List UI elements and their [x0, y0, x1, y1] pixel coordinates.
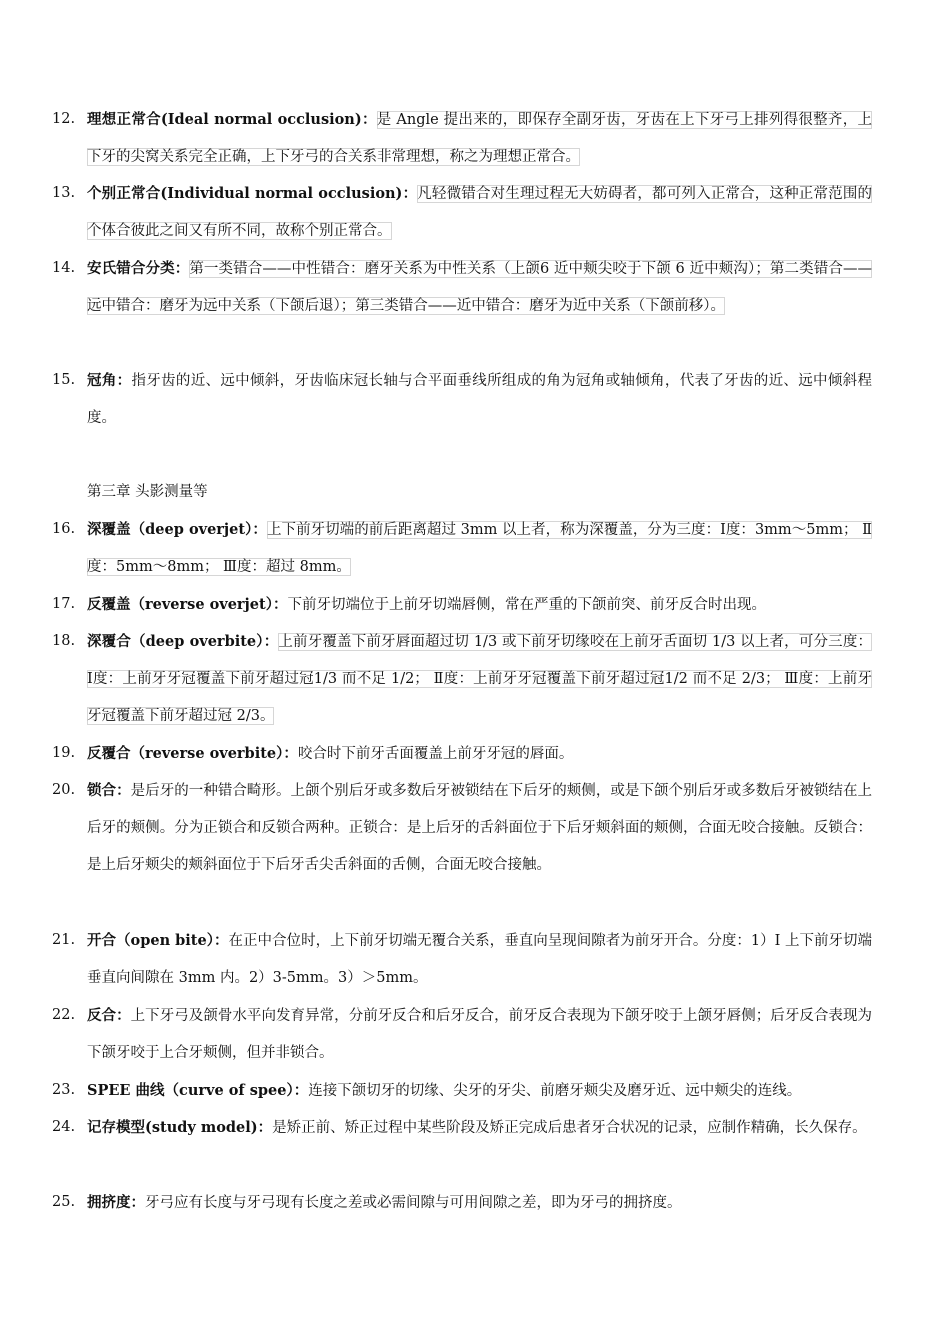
item-text: 下前牙切端位于上前牙切端唇侧，常在严重的下颌前突、前牙反合时出现。	[287, 597, 766, 613]
item-term: 反覆合（reverse overbite）：	[87, 745, 298, 762]
item-text: 是矫正前、矫正过程中某些阶段及矫正完成后患者牙合状况的记录，应制作精确，长久保存。	[272, 1120, 867, 1136]
item-body	[87, 623, 872, 735]
definition-item	[52, 101, 872, 176]
item-term: 深覆盖（deep overjet）：	[87, 521, 267, 538]
item-body	[87, 586, 872, 624]
item-term: 个别正常合(Individual normal occlusion)：	[87, 185, 418, 202]
item-number: 20.	[52, 782, 76, 798]
item-number: 14.	[52, 260, 76, 276]
item-term: 拥挤度：	[87, 1194, 145, 1211]
item-number: 24.	[52, 1119, 76, 1135]
item-body	[87, 772, 872, 884]
item-term: 反合：	[87, 1007, 131, 1024]
item-text: 连接下颌切牙的切缘、尖牙的牙尖、前磨牙颊尖及磨牙近、远中颊尖的连线。	[308, 1083, 802, 1099]
item-number: 13.	[52, 185, 76, 201]
definition-item	[52, 586, 872, 624]
item-number: 22.	[52, 1007, 76, 1023]
item-body	[87, 1184, 872, 1222]
definition-item	[52, 772, 872, 884]
definition-item	[52, 1184, 872, 1222]
item-term: 开合（open bite）：	[87, 932, 229, 949]
item-body	[87, 101, 872, 176]
item-body	[87, 362, 872, 437]
definition-item	[52, 250, 872, 325]
item-number: 23.	[52, 1082, 76, 1098]
item-body	[87, 175, 872, 250]
definition-item	[52, 922, 872, 997]
definition-item	[52, 362, 872, 437]
item-number: 21.	[52, 932, 76, 948]
definition-item	[52, 1109, 872, 1147]
definition-item	[52, 623, 872, 735]
item-term: 锁合：	[87, 782, 131, 799]
definition-item	[52, 511, 872, 586]
item-body	[87, 1072, 872, 1110]
item-number: 19.	[52, 745, 76, 761]
item-number: 18.	[52, 633, 76, 649]
definition-item	[52, 175, 872, 250]
item-text: 咬合时下前牙舌面覆盖上前牙牙冠的唇面。	[297, 746, 574, 762]
item-text: 上前牙覆盖下前牙唇面超过切 1/3 或下前牙切缘咬在上前牙舌面切 1/3 以上者，可分三度： Ⅰ度：上前牙牙冠覆盖下前牙超过冠1/3 而不足 1/2； Ⅱ度：上前牙牙冠覆盖下前牙超过冠1/2 而不足 2/3； Ⅲ度：上前牙牙冠覆盖下前牙超过冠 2/3。	[87, 634, 872, 724]
item-term: 理想正常合(Ideal normal occlusion)：	[87, 111, 377, 128]
item-text: 牙弓应有长度与牙弓现有长度之差或必需间隙与可用间隙之差，即为牙弓的拥挤度。	[145, 1195, 682, 1211]
definition-item	[52, 1072, 872, 1110]
item-text: 在正中合位时，上下前牙切端无覆合关系，垂直向呈现间隙者为前牙开合。分度：1）I 上下前牙切端垂直向间隙在 3mm 内。2）3-5mm。3）＞5mm。	[87, 933, 872, 986]
item-body	[87, 735, 872, 773]
item-text: 上下前牙切端的前后距离超过 3mm 以上者，称为深覆盖，分为三度：Ⅰ度：3mm～5mm； Ⅱ度：5mm～8mm； Ⅲ度：超过 8mm。	[87, 522, 872, 575]
item-number: 17.	[52, 596, 76, 612]
definition-item	[52, 735, 872, 773]
item-term: 安氏错合分类：	[87, 260, 190, 277]
item-body	[87, 1109, 872, 1147]
item-text: 是后牙的一种错合畸形。上颌个别后牙或多数后牙被锁结在下后牙的颊侧，或是下颌个别后牙或多数后牙被锁结在上后牙的颊侧。分为正锁合和反锁合两种。正锁合：是上后牙的舌斜面位于下后牙颊斜面的颊侧，合面无咬合接触。反锁合：是上后牙颊尖的颊斜面位于下后牙舌尖舌斜面的舌侧，合面无咬合接触。	[87, 783, 873, 873]
item-text: 是 Angle 提出来的，即保存全副牙齿，牙齿在上下牙弓上排列得很整齐，上下牙的尖窝关系完全正确，上下牙弓的合关系非常理想，称之为理想正常合。	[87, 112, 872, 165]
item-term: 冠角：	[87, 372, 132, 389]
item-body	[87, 511, 872, 586]
item-number: 25.	[52, 1194, 76, 1210]
item-term: 记存模型(study model)：	[87, 1119, 273, 1136]
item-body	[87, 250, 872, 325]
item-text: 凡轻微错合对生理过程无大妨碍者，都可列入正常合，这种正常范围的个体合彼此之间又有所不同，故称个别正常合。	[87, 186, 872, 239]
definition-item	[52, 997, 872, 1072]
item-number: 15.	[52, 372, 76, 388]
item-body	[87, 997, 872, 1072]
item-body	[87, 922, 872, 997]
item-text: 指牙齿的近、远中倾斜，牙齿临床冠长轴与合平面垂线所组成的角为冠角或轴倾角，代表了牙齿的近、远中倾斜程度。	[87, 373, 872, 426]
item-term: 深覆合（deep overbite）：	[87, 633, 279, 650]
item-text: 第一类错合——中性错合：磨牙关系为中性关系（上颌6 近中颊尖咬于下颌 6 近中颊沟）；第二类错合——远中错合：磨牙为远中关系（下颌后退）；第三类错合——近中错合：磨牙为近中关系（下颌前移）。	[87, 261, 873, 314]
item-term: SPEE 曲线（curve of spee）：	[87, 1082, 309, 1099]
chapter-heading: 第三章 头影测量等	[87, 484, 208, 500]
item-text: 上下牙弓及颌骨水平向发育异常，分前牙反合和后牙反合，前牙反合表现为下颌牙咬于上颌牙唇侧；后牙反合表现为下颌牙咬于上合牙颊侧，但并非锁合。	[87, 1008, 873, 1061]
item-term: 反覆盖（reverse overjet）：	[87, 596, 288, 613]
item-number: 16.	[52, 521, 76, 537]
item-number: 12.	[52, 111, 76, 127]
